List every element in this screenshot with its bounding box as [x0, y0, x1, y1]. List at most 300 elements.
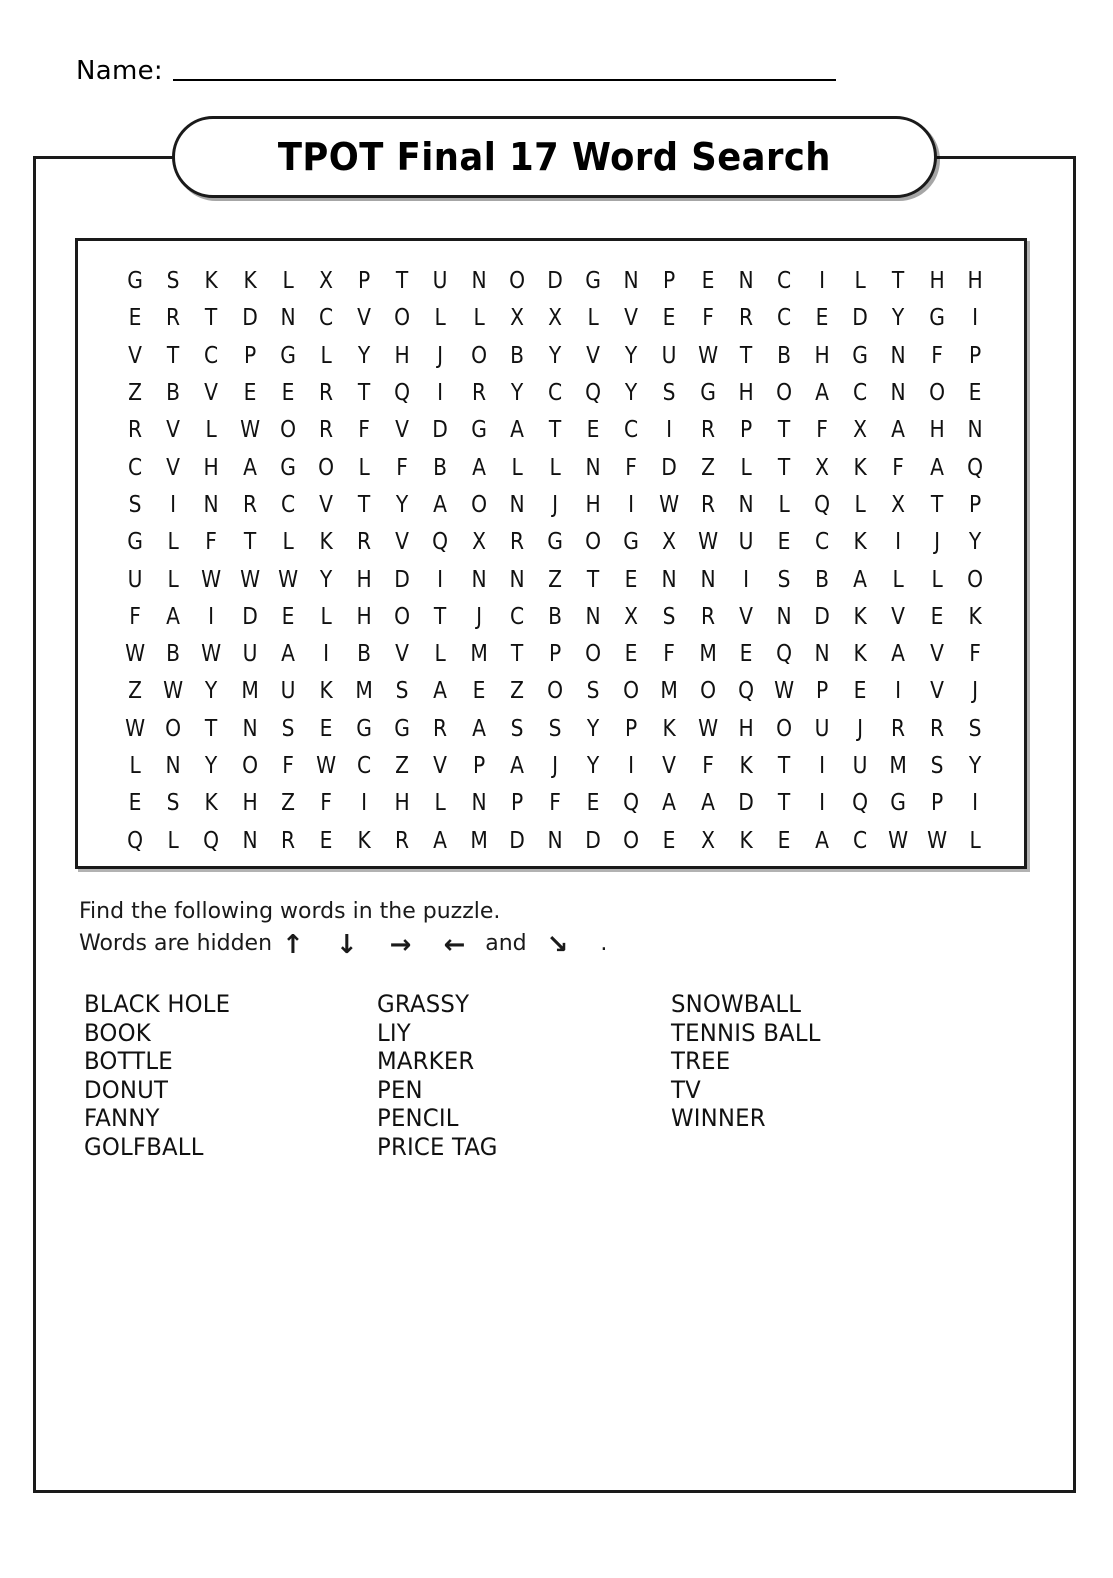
grid-letter[interactable]: N	[165, 753, 181, 779]
grid-letter[interactable]: L	[434, 790, 447, 817]
grid-letter[interactable]: Q	[776, 641, 792, 668]
grid-letter[interactable]: E	[281, 603, 295, 630]
grid-letter[interactable]: T	[777, 454, 791, 481]
grid-letter[interactable]: W	[163, 678, 184, 705]
grid-letter[interactable]: I	[971, 305, 978, 332]
grid-letter[interactable]: V	[204, 380, 219, 407]
grid-letter[interactable]: W	[315, 753, 336, 779]
grid-letter[interactable]: O	[928, 380, 945, 407]
grid-letter[interactable]: P	[930, 790, 943, 817]
grid-letter[interactable]: W	[697, 529, 718, 556]
grid-letter[interactable]: T	[777, 417, 791, 444]
grid-letter[interactable]: N	[242, 715, 258, 742]
grid-letter[interactable]: D	[547, 268, 563, 295]
grid-letter[interactable]: Q	[432, 529, 449, 556]
grid-letter[interactable]: A	[471, 454, 486, 481]
grid-letter[interactable]: G	[127, 529, 143, 556]
grid-letter[interactable]: A	[891, 417, 906, 444]
grid-letter[interactable]: Z	[395, 753, 410, 779]
grid-letter[interactable]: X	[509, 305, 524, 332]
word-list-item[interactable]: PRICE TAG	[377, 1132, 498, 1161]
grid-letter[interactable]: I	[895, 529, 902, 556]
grid-letter[interactable]: R	[738, 305, 753, 332]
grid-letter[interactable]: A	[242, 454, 257, 481]
word-list-item[interactable]: BLACK HOLE	[84, 990, 231, 1018]
grid-letter[interactable]: I	[742, 566, 749, 593]
grid-letter[interactable]: L	[320, 603, 332, 630]
grid-letter[interactable]: R	[700, 491, 715, 518]
grid-letter[interactable]: O	[394, 603, 411, 630]
grid-letter[interactable]: R	[318, 380, 333, 407]
word-list-item[interactable]: PENCIL	[377, 1104, 460, 1133]
grid-letter[interactable]: F	[892, 454, 905, 481]
grid-letter[interactable]: D	[661, 454, 678, 481]
grid-letter[interactable]: M	[660, 678, 679, 705]
grid-letter[interactable]: S	[968, 715, 982, 742]
grid-letter[interactable]: R	[700, 603, 715, 630]
grid-letter[interactable]: Z	[280, 790, 295, 817]
grid-letter[interactable]: R	[929, 715, 944, 742]
grid-letter[interactable]: A	[815, 380, 830, 407]
grid-letter[interactable]: Q	[737, 678, 754, 705]
grid-letter[interactable]: E	[319, 827, 333, 854]
grid-letter[interactable]: L	[854, 268, 866, 295]
grid-letter[interactable]: A	[433, 678, 448, 705]
grid-letter[interactable]: T	[586, 566, 600, 593]
grid-letter[interactable]: R	[318, 417, 333, 444]
grid-letter[interactable]: T	[396, 268, 409, 295]
grid-letter[interactable]: L	[511, 454, 523, 481]
grid-letter[interactable]: C	[547, 380, 563, 407]
grid-letter[interactable]: O	[776, 715, 792, 742]
grid-letter[interactable]: B	[548, 603, 562, 630]
grid-letter[interactable]: W	[201, 566, 222, 593]
grid-letter[interactable]: R	[700, 417, 715, 444]
grid-letter[interactable]: M	[469, 641, 488, 668]
grid-letter[interactable]: N	[280, 305, 296, 332]
grid-letter[interactable]: A	[662, 790, 677, 817]
grid-letter[interactable]: I	[208, 603, 215, 630]
grid-letter[interactable]: W	[201, 641, 222, 668]
grid-letter[interactable]: E	[586, 417, 600, 444]
grid-letter[interactable]: B	[509, 342, 524, 369]
grid-letter[interactable]: Y	[510, 380, 523, 407]
grid-letter[interactable]: X	[853, 417, 868, 444]
grid-letter[interactable]: O	[241, 753, 258, 779]
grid-letter[interactable]: C	[318, 305, 334, 332]
grid-letter[interactable]: C	[128, 454, 143, 481]
grid-letter[interactable]: K	[968, 603, 982, 630]
grid-letter[interactable]: O	[585, 529, 602, 556]
grid-letter[interactable]: E	[281, 380, 295, 407]
grid-letter[interactable]: O	[699, 678, 716, 705]
grid-letter[interactable]: C	[280, 491, 295, 518]
grid-letter[interactable]: K	[204, 790, 219, 817]
grid-letter[interactable]: N	[203, 491, 219, 518]
grid-letter[interactable]: T	[357, 380, 371, 407]
word-list-item[interactable]: PEN	[377, 1075, 424, 1104]
grid-letter[interactable]: V	[929, 641, 944, 668]
grid-letter[interactable]: S	[548, 715, 562, 742]
grid-letter[interactable]: X	[471, 529, 486, 556]
grid-letter[interactable]: C	[776, 305, 792, 332]
grid-letter[interactable]: C	[204, 342, 219, 369]
grid-letter[interactable]: G	[279, 342, 296, 369]
grid-letter[interactable]: A	[471, 715, 486, 742]
grid-letter[interactable]: G	[356, 715, 372, 742]
grid-letter[interactable]: B	[777, 342, 791, 369]
grid-letter[interactable]: I	[895, 678, 902, 705]
grid-letter[interactable]: F	[701, 305, 714, 332]
grid-letter[interactable]: N	[738, 491, 754, 518]
grid-letter[interactable]: G	[852, 342, 869, 369]
grid-letter[interactable]: L	[549, 454, 561, 481]
grid-letter[interactable]: A	[166, 603, 181, 630]
grid-letter[interactable]: K	[319, 678, 333, 705]
grid-letter[interactable]: I	[170, 491, 177, 518]
grid-letter[interactable]: C	[853, 827, 868, 854]
grid-letter[interactable]: C	[357, 753, 372, 779]
grid-letter[interactable]: P	[816, 678, 829, 705]
grid-letter[interactable]: T	[434, 603, 447, 630]
grid-letter[interactable]: J	[857, 715, 864, 742]
grid-letter[interactable]: Y	[205, 678, 218, 705]
grid-letter[interactable]: L	[282, 529, 294, 556]
grid-letter[interactable]: Q	[852, 790, 869, 817]
grid-letter[interactable]: K	[853, 529, 867, 556]
grid-letter[interactable]: V	[395, 417, 410, 444]
grid-letter[interactable]: O	[317, 454, 334, 481]
grid-letter[interactable]: N	[471, 566, 487, 593]
grid-letter[interactable]: S	[930, 753, 944, 779]
grid-letter[interactable]: D	[852, 305, 869, 332]
grid-letter[interactable]: M	[240, 678, 259, 705]
grid-letter[interactable]: V	[395, 529, 410, 556]
grid-letter[interactable]: I	[437, 566, 444, 593]
grid-letter[interactable]: E	[853, 678, 867, 705]
grid-letter[interactable]: F	[663, 641, 676, 668]
grid-letter[interactable]: J	[475, 603, 482, 630]
grid-letter[interactable]: X	[548, 305, 562, 332]
grid-letter[interactable]: Y	[396, 491, 409, 518]
grid-letter[interactable]: I	[971, 790, 978, 817]
grid-letter[interactable]: I	[437, 380, 444, 407]
grid-letter[interactable]: A	[929, 454, 944, 481]
grid-letter[interactable]: Y	[586, 715, 600, 742]
grid-letter[interactable]: Q	[623, 790, 640, 817]
grid-letter[interactable]: A	[509, 417, 524, 444]
grid-letter[interactable]: R	[395, 827, 410, 854]
grid-letter[interactable]: N	[776, 603, 792, 630]
name-blank-line[interactable]	[173, 78, 836, 81]
grid-letter[interactable]: P	[358, 268, 371, 295]
grid-letter[interactable]: I	[628, 753, 635, 779]
grid-letter[interactable]: H	[929, 417, 945, 444]
grid-letter[interactable]: N	[814, 641, 830, 668]
grid-letter[interactable]: J	[933, 529, 940, 556]
grid-letter[interactable]: J	[551, 491, 558, 518]
grid-letter[interactable]: A	[509, 753, 524, 779]
grid-letter[interactable]: Q	[203, 827, 220, 854]
grid-letter[interactable]: D	[241, 305, 258, 332]
grid-letter[interactable]: V	[624, 305, 639, 332]
grid-letter[interactable]: W	[659, 491, 680, 518]
grid-letter[interactable]: K	[242, 268, 257, 295]
grid-letter[interactable]: S	[128, 491, 142, 518]
grid-letter[interactable]: U	[662, 342, 677, 369]
grid-letter[interactable]: I	[322, 641, 329, 668]
grid-letter[interactable]: A	[815, 827, 830, 854]
grid-letter[interactable]: V	[357, 305, 372, 332]
grid-letter[interactable]: C	[815, 529, 830, 556]
grid-letter[interactable]: H	[394, 342, 410, 369]
grid-letter[interactable]: L	[587, 305, 599, 332]
grid-letter[interactable]: Z	[128, 678, 143, 705]
grid-letter[interactable]: H	[203, 454, 220, 481]
word-list-item[interactable]: TREE	[670, 1047, 731, 1076]
grid-letter[interactable]: Q	[585, 380, 602, 407]
grid-letter[interactable]: R	[471, 380, 486, 407]
grid-letter[interactable]: P	[625, 715, 638, 742]
grid-letter[interactable]: K	[853, 641, 867, 668]
grid-letter[interactable]: B	[166, 641, 181, 668]
grid-letter[interactable]: L	[854, 491, 866, 518]
grid-letter[interactable]: F	[969, 641, 981, 668]
grid-letter[interactable]: T	[205, 715, 218, 742]
grid-letter[interactable]: N	[509, 566, 525, 593]
grid-letter[interactable]: G	[585, 268, 601, 295]
grid-letter[interactable]: L	[320, 342, 332, 369]
grid-letter[interactable]: H	[967, 268, 983, 295]
grid-letter[interactable]: E	[777, 529, 791, 556]
letter-grid[interactable]	[78, 241, 1024, 866]
grid-letter[interactable]: X	[662, 529, 677, 556]
grid-letter[interactable]: K	[739, 753, 753, 779]
grid-letter[interactable]: W	[697, 715, 718, 742]
grid-letter[interactable]: N	[242, 827, 258, 854]
grid-letter[interactable]: N	[509, 491, 525, 518]
grid-letter[interactable]: W	[277, 566, 298, 593]
grid-letter[interactable]: X	[319, 268, 333, 295]
grid-letter[interactable]: R	[891, 715, 906, 742]
grid-letter[interactable]: L	[205, 417, 218, 444]
grid-letter[interactable]: E	[701, 268, 715, 295]
grid-letter[interactable]: D	[509, 827, 525, 854]
grid-letter[interactable]: H	[814, 342, 830, 369]
grid-letter[interactable]: F	[205, 529, 218, 556]
grid-letter[interactable]: B	[815, 566, 830, 593]
grid-letter[interactable]: N	[661, 566, 678, 593]
grid-letter[interactable]: E	[663, 827, 676, 854]
grid-letter[interactable]: P	[510, 790, 523, 817]
grid-letter[interactable]: D	[738, 790, 754, 817]
grid-letter[interactable]: W	[125, 715, 146, 742]
grid-letter[interactable]: U	[280, 678, 296, 705]
grid-letter[interactable]: N	[890, 342, 907, 369]
word-list-item[interactable]: BOTTLE	[84, 1047, 173, 1076]
grid-letter[interactable]: L	[740, 454, 752, 481]
grid-letter[interactable]: M	[889, 753, 908, 779]
grid-letter[interactable]: G	[394, 715, 411, 742]
grid-letter[interactable]: F	[358, 417, 370, 444]
grid-letter[interactable]: T	[739, 342, 753, 369]
grid-letter[interactable]: J	[437, 342, 444, 369]
grid-letter[interactable]: D	[241, 603, 258, 630]
grid-letter[interactable]: X	[624, 603, 639, 630]
grid-letter[interactable]: N	[585, 603, 601, 630]
grid-letter[interactable]: R	[433, 715, 448, 742]
grid-letter[interactable]: L	[167, 827, 179, 854]
grid-letter[interactable]: V	[433, 753, 448, 779]
grid-letter[interactable]: S	[281, 715, 295, 742]
grid-letter[interactable]: Y	[968, 529, 982, 556]
grid-letter[interactable]: P	[548, 641, 562, 668]
word-list-item[interactable]: FANNY	[84, 1104, 160, 1133]
grid-letter[interactable]: B	[166, 380, 181, 407]
grid-letter[interactable]: F	[930, 342, 943, 369]
grid-letter[interactable]: Y	[625, 380, 638, 407]
grid-letter[interactable]: K	[662, 715, 677, 742]
grid-letter[interactable]: H	[929, 268, 945, 295]
grid-letter[interactable]: J	[551, 753, 558, 779]
grid-letter[interactable]: V	[166, 454, 181, 481]
grid-letter[interactable]: H	[585, 491, 601, 518]
grid-letter[interactable]: E	[624, 641, 638, 668]
grid-letter[interactable]: T	[357, 491, 371, 518]
grid-letter[interactable]: A	[433, 827, 448, 854]
grid-letter[interactable]: L	[778, 491, 790, 518]
word-list-item[interactable]: TENNIS BALL	[670, 1018, 821, 1047]
grid-letter[interactable]: J	[971, 678, 978, 705]
grid-letter[interactable]: N	[623, 268, 639, 295]
grid-letter[interactable]: I	[666, 417, 673, 444]
grid-letter[interactable]: Y	[319, 566, 333, 593]
grid-letter[interactable]: P	[472, 753, 485, 779]
grid-letter[interactable]: F	[320, 790, 332, 817]
grid-letter[interactable]: N	[738, 268, 754, 295]
grid-letter[interactable]: E	[128, 305, 142, 332]
grid-letter[interactable]: P	[968, 342, 981, 369]
grid-letter[interactable]: D	[585, 827, 601, 854]
grid-letter[interactable]: S	[663, 380, 676, 407]
grid-letter[interactable]: T	[205, 305, 218, 332]
grid-letter[interactable]: O	[623, 678, 640, 705]
grid-letter[interactable]: C	[509, 603, 524, 630]
grid-letter[interactable]: N	[547, 827, 563, 854]
grid-letter[interactable]: Q	[394, 380, 411, 407]
grid-letter[interactable]: Z	[128, 380, 143, 407]
grid-letter[interactable]: E	[777, 827, 791, 854]
grid-letter[interactable]: H	[356, 603, 372, 630]
grid-letter[interactable]: R	[357, 529, 372, 556]
word-list-item[interactable]: MARKER	[377, 1047, 475, 1076]
grid-letter[interactable]: G	[890, 790, 907, 817]
grid-letter[interactable]: V	[319, 491, 333, 518]
grid-letter[interactable]: T	[510, 641, 523, 668]
grid-letter[interactable]: E	[968, 380, 982, 407]
grid-letter[interactable]: Z	[700, 454, 715, 481]
grid-letter[interactable]: S	[510, 715, 524, 742]
grid-letter[interactable]: O	[470, 491, 487, 518]
word-list-item[interactable]: BOOK	[84, 1018, 151, 1047]
grid-letter[interactable]: N	[471, 268, 487, 295]
grid-letter[interactable]: B	[357, 641, 372, 668]
grid-letter[interactable]: O	[585, 641, 602, 668]
grid-letter[interactable]: A	[853, 566, 868, 593]
grid-letter[interactable]: Z	[548, 566, 562, 593]
grid-letter[interactable]: Y	[548, 342, 562, 369]
grid-letter[interactable]: F	[281, 753, 294, 779]
grid-letter[interactable]: R	[166, 305, 181, 332]
grid-letter[interactable]: D	[432, 417, 449, 444]
grid-letter[interactable]: A	[280, 641, 295, 668]
grid-letter[interactable]: G	[279, 454, 296, 481]
grid-letter[interactable]: U	[738, 529, 754, 556]
grid-letter[interactable]: L	[167, 566, 179, 593]
grid-letter[interactable]: V	[662, 753, 677, 779]
grid-letter[interactable]: Q	[814, 491, 831, 518]
grid-letter[interactable]: R	[509, 529, 524, 556]
grid-letter[interactable]: U	[852, 753, 868, 779]
grid-letter[interactable]: E	[586, 790, 600, 817]
grid-letter[interactable]: N	[585, 454, 601, 481]
grid-letter[interactable]: I	[361, 790, 368, 817]
grid-letter[interactable]: W	[697, 342, 718, 369]
grid-letter[interactable]: V	[166, 417, 181, 444]
grid-letter[interactable]: L	[358, 454, 370, 481]
grid-letter[interactable]: V	[929, 678, 944, 705]
grid-letter[interactable]: L	[472, 305, 485, 332]
grid-letter[interactable]: Y	[586, 753, 600, 779]
grid-letter[interactable]: M	[355, 678, 373, 705]
grid-letter[interactable]: F	[129, 603, 141, 630]
grid-letter[interactable]: H	[394, 790, 410, 817]
grid-letter[interactable]: S	[777, 566, 791, 593]
grid-letter[interactable]: T	[777, 790, 791, 817]
grid-letter[interactable]: N	[471, 790, 487, 817]
grid-letter[interactable]: O	[394, 305, 411, 332]
grid-letter[interactable]: G	[623, 529, 640, 556]
grid-letter[interactable]: E	[815, 305, 829, 332]
grid-letter[interactable]: A	[700, 790, 715, 817]
grid-letter[interactable]: O	[547, 678, 563, 705]
grid-letter[interactable]: T	[777, 753, 791, 779]
grid-letter[interactable]: X	[815, 454, 830, 481]
grid-letter[interactable]: E	[663, 305, 676, 332]
grid-letter[interactable]: C	[624, 417, 639, 444]
word-list-item[interactable]: SNOWBALL	[670, 990, 801, 1018]
grid-letter[interactable]: Y	[892, 305, 905, 332]
grid-letter[interactable]: R	[128, 417, 143, 444]
grid-letter[interactable]: K	[204, 268, 219, 295]
grid-letter[interactable]: H	[241, 790, 258, 817]
grid-letter[interactable]: G	[470, 417, 487, 444]
grid-letter[interactable]: W	[888, 827, 909, 854]
grid-letter[interactable]: O	[623, 827, 640, 854]
word-list-item[interactable]: LIY	[377, 1018, 412, 1047]
grid-letter[interactable]: S	[166, 790, 180, 817]
grid-letter[interactable]: T	[548, 417, 562, 444]
grid-letter[interactable]: V	[738, 603, 753, 630]
grid-letter[interactable]: H	[738, 715, 754, 742]
grid-letter[interactable]: T	[243, 529, 256, 556]
grid-letter[interactable]: D	[814, 603, 830, 630]
grid-letter[interactable]: F	[816, 417, 829, 444]
grid-letter[interactable]: X	[700, 827, 715, 854]
grid-letter[interactable]: Q	[127, 827, 144, 854]
grid-letter[interactable]: A	[891, 641, 906, 668]
grid-letter[interactable]: Y	[205, 753, 218, 779]
